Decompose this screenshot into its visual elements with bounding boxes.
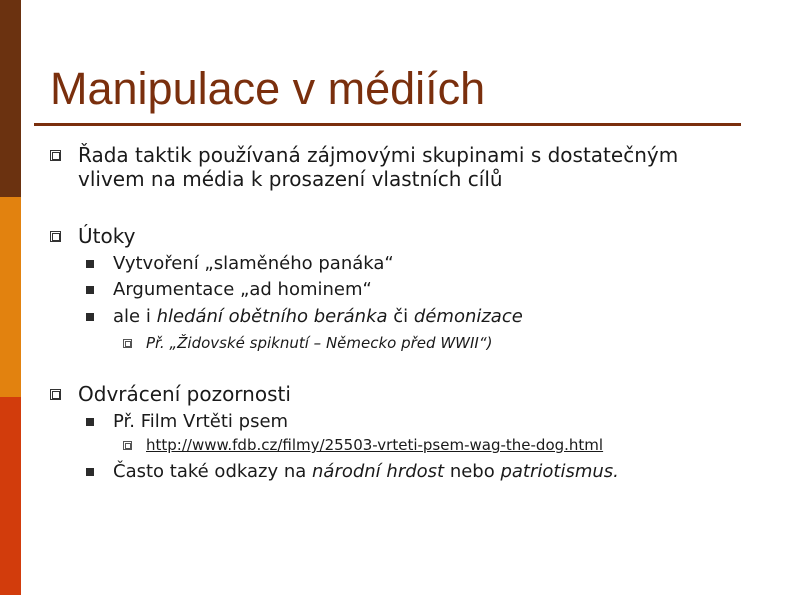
sub-bullet-icon — [86, 418, 94, 426]
film-link-line — [146, 436, 603, 454]
subsub-bullet-icon — [123, 441, 132, 450]
bullet2-subsub: Př. „Židovské spiknutí – Německo před WWII“) — [146, 334, 493, 352]
bullet-square-icon — [50, 389, 61, 400]
title-divider — [34, 123, 741, 126]
side-bar-bottom — [0, 397, 21, 595]
bullet2-sub3: ale i hledání obětního beránka či démonizace — [113, 306, 523, 327]
sub-bullet-icon — [86, 468, 94, 476]
bullet1-line2: vlivem na média k prosazení vlastních cílů — [78, 167, 503, 191]
sub-bullet-icon — [86, 260, 94, 268]
slide-title: Manipulace v médiích — [50, 63, 486, 114]
bullet-square-icon — [50, 150, 61, 161]
bullet3-sub1: Př. Film Vrtěti psem — [113, 411, 289, 432]
bullet-square-icon — [50, 231, 61, 242]
sub-bullet-icon — [86, 286, 94, 294]
bullet1-line1: Řada taktik používaná zájmovými skupinami s dostatečným — [78, 143, 679, 167]
subsub-bullet-icon — [123, 339, 132, 348]
side-bar-middle — [0, 197, 21, 397]
side-bar-top — [0, 0, 21, 197]
bullet2-label: Útoky — [78, 224, 136, 248]
bullet2-sub1: Vytvoření „slaměného panáka“ — [113, 253, 394, 274]
film-link[interactable]: http://www.fdb.cz/filmy/25503-vrteti-psem-wag-the-dog.html — [146, 436, 604, 454]
bullet3-label: Odvrácení pozornosti — [78, 382, 291, 406]
bullet2-sub2: Argumentace „ad hominem“ — [113, 279, 372, 300]
bullet3-sub2: Často také odkazy na národní hrdost nebo patriotismus. — [113, 461, 619, 482]
sub-bullet-icon — [86, 313, 94, 321]
